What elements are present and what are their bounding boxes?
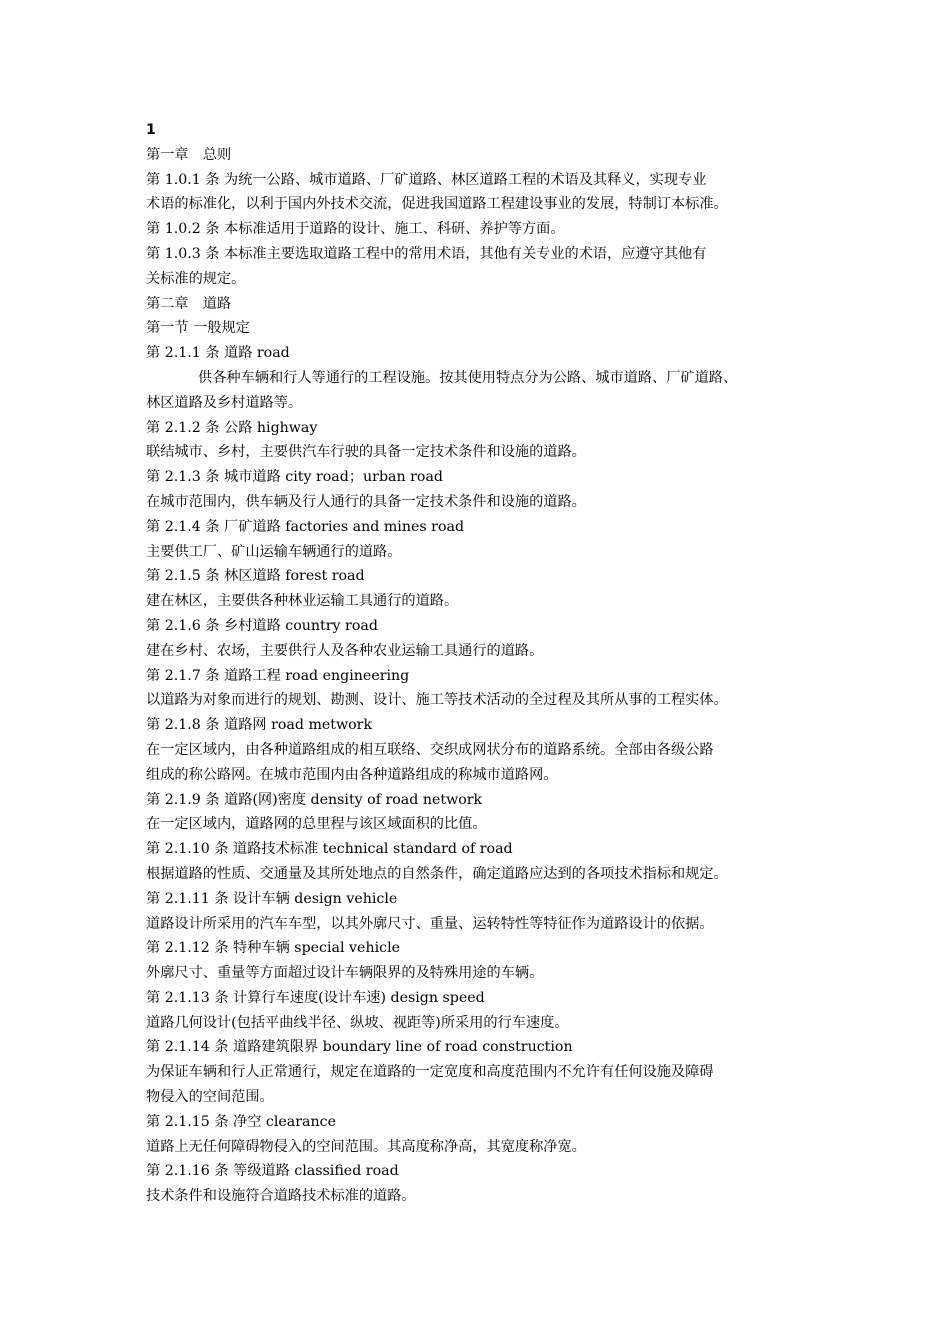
text-line: 第二章 道路 [146, 295, 232, 312]
text-line: 主要供工厂、矿山运输车辆通行的道路。 [146, 543, 402, 560]
text-line: 术语的标准化，以利于国内外技术交流，促进我国道路工程建设事业的发展，特制订本标准。 [146, 196, 728, 213]
text-line: 第 1.0.1 条 为统一公路、城市道路、厂矿道路、林区道路工程的术语及其释义，实现专业 [146, 171, 707, 188]
text-line: 关标准的规定。 [146, 270, 246, 287]
text-line: 第 2.1.6 条 乡村道路 country road [146, 617, 378, 634]
text-line: 第 1.0.3 条 本标准主要选取道路工程中的常用术语，其他有关专业的术语，应遵守其他有 [146, 245, 707, 262]
text-line: 第 2.1.14 条 道路建筑限界 boundary line of road construction [146, 1039, 573, 1056]
text-line: 在城市范围内，供车辆及行人通行的具备一定技术条件和设施的道路。 [146, 493, 586, 510]
text-line: 第一节 一般规定 [146, 320, 250, 337]
text-line: 组成的称公路网。在城市范围内由各种道路组成的称城市道路网。 [146, 766, 558, 783]
text-line: 第 1.0.2 条 本标准适用于道路的设计、施工、科研、养护等方面。 [146, 221, 565, 238]
text-line: 在一定区域内，由各种道路组成的相互联络、交织成网状分布的道路系统。全部由各级公路 [146, 741, 714, 758]
text-line: 第 2.1.13 条 计算行车速度(设计车速) design speed [146, 989, 485, 1006]
text-line: 第 2.1.2 条 公路 highway [146, 419, 318, 436]
text-line: 道路几何设计(包括平曲线半径、纵坡、视距等)所采用的行车速度。 [146, 1014, 569, 1031]
text-line: 在一定区域内，道路网的总里程与该区域面积的比值。 [146, 816, 487, 833]
text-line: 道路上无任何障碍物侵入的空间范围。其高度称净高，其宽度称净宽。 [146, 1138, 586, 1155]
text-line: 建在林区，主要供各种林业运输工具通行的道路。 [146, 593, 459, 610]
page-number: 1 [146, 122, 156, 138]
text-line: 外廓尺寸、重量等方面超过设计车辆限界的及特殊用途的车辆。 [146, 965, 544, 982]
text-line: 以道路为对象而进行的规划、勘测、设计、施工等技术活动的全过程及其所从事的工程实体。 [146, 692, 728, 709]
text-line: 为保证车辆和行人正常通行，规定在道路的一定宽度和高度范围内不允许有任何设施及障碍 [146, 1064, 714, 1081]
text-line: 第 2.1.15 条 净空 clearance [146, 1113, 336, 1130]
text-line: 根据道路的性质、交通量及其所处地点的自然条件，确定道路应达到的各项技术指标和规定。 [146, 865, 728, 882]
text-line: 第 2.1.4 条 厂矿道路 factories and mines road [146, 518, 465, 535]
document-body [146, 143, 810, 1209]
text-line: 第 2.1.3 条 城市道路 city road；urban road [146, 469, 443, 486]
text-line: 第 2.1.10 条 道路技术标准 technical standard of road [146, 841, 513, 858]
text-line: 供各种车辆和行人等通行的工程设施。按其使用特点分为公路、城市道路、厂矿道路、 [198, 369, 738, 386]
text-line: 第一章 总则 [146, 146, 232, 163]
text-line: 第 2.1.8 条 道路网 road metwork [146, 717, 373, 734]
text-line: 第 2.1.5 条 林区道路 forest road [146, 568, 365, 585]
text-line: 第 2.1.9 条 道路(网)密度 density of road network [146, 791, 483, 808]
text-line: 第 2.1.16 条 等级道路 classified road [146, 1163, 399, 1180]
text-line: 物侵入的空间范围。 [146, 1089, 274, 1106]
text-line: 联结城市、乡村，主要供汽车行驶的具备一定技术条件和设施的道路。 [146, 444, 586, 461]
text-line: 技术条件和设施符合道路技术标准的道路。 [146, 1188, 416, 1205]
text-line: 第 2.1.1 条 道路 road [146, 345, 290, 362]
text-line: 道路设计所采用的汽车车型，以其外廓尺寸、重量、运转特性等特征作为道路设计的依据。 [146, 915, 714, 932]
text-line: 第 2.1.7 条 道路工程 road engineering [146, 667, 410, 684]
text-line: 林区道路及乡村道路等。 [146, 394, 303, 411]
text-line: 第 2.1.11 条 设计车辆 design vehicle [146, 890, 398, 907]
text-line: 第 2.1.12 条 特种车辆 special vehicle [146, 940, 401, 957]
text-line: 建在乡村、农场，主要供行人及各种农业运输工具通行的道路。 [146, 642, 544, 659]
document-page [146, 118, 810, 1209]
